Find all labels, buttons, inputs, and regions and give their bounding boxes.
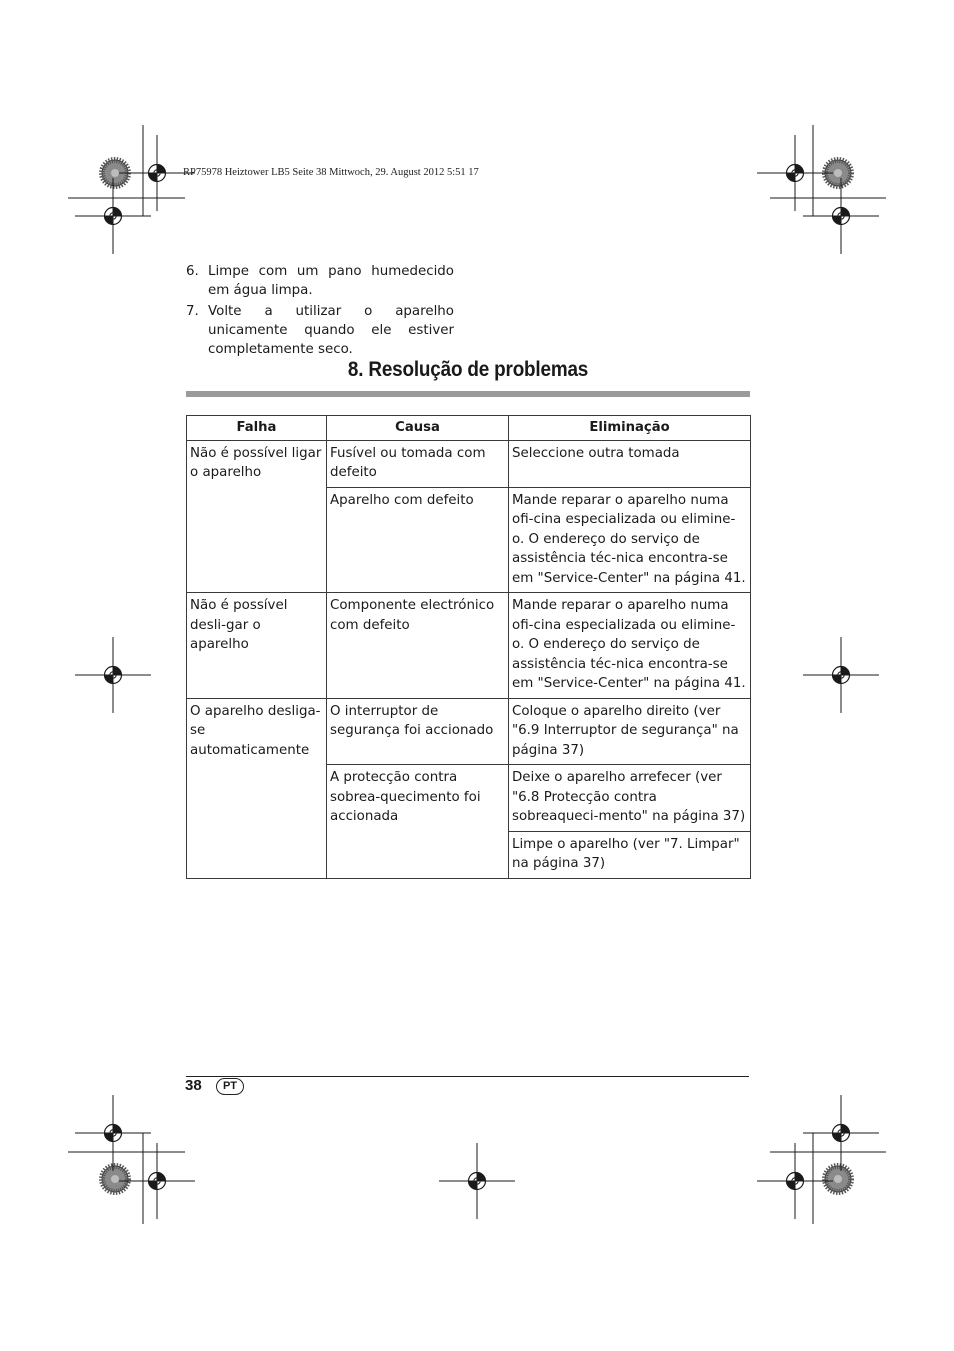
remedy-cell: Limpe o aparelho (ver "7. Limpar" na página 37) xyxy=(509,831,751,878)
step-number: 6. xyxy=(186,264,199,279)
table-row xyxy=(187,440,751,487)
footer-rule xyxy=(186,1076,749,1077)
fault-cell: Não é possível ligar o aparelho xyxy=(187,440,327,593)
cause-cell: O interruptor de segurança foi accionado xyxy=(327,698,509,765)
section-title: 8. Resolução de problemas xyxy=(347,358,589,381)
header-fault: Falha xyxy=(187,416,327,441)
header-remedy: Eliminação xyxy=(509,416,751,441)
troubleshooting-table xyxy=(186,415,751,879)
cause-cell: A protecção contra sobrea-quecimento foi accionada xyxy=(327,765,509,879)
remedy-cell: Mande reparar o aparelho numa ofi-cina especializada ou elimine-o. O endereço do serviço de assistência téc-nica encontra-se em "Service-Center" na página 41. xyxy=(509,487,751,593)
remedy-cell: Seleccione outra tomada xyxy=(509,440,751,487)
fault-cell: Não é possível desli-gar o aparelho xyxy=(187,593,327,699)
table-row xyxy=(187,593,751,699)
remedy-cell: Mande reparar o aparelho numa ofi-cina especializada ou elimine-o. O endereço do serviço de assistência téc-nica encontra-se em "Service-Center" na página 41. xyxy=(509,593,751,699)
print-header: RP75978 Heiztower LB5 Seite 38 Mittwoch, 29. August 2012 5:51 17 xyxy=(183,167,479,178)
page-number: 38 xyxy=(185,1077,202,1094)
remedy-cell: Deixe o aparelho arrefecer (ver "6.8 Protecção contra sobreaqueci-mento" na página 37) xyxy=(509,765,751,832)
step-text: Volte a utilizar o aparelho unicamente quando ele estiver completamente seco. xyxy=(208,304,454,357)
step-item xyxy=(186,302,454,359)
title-rule xyxy=(186,391,750,397)
step-number: 7. xyxy=(186,304,199,319)
step-item xyxy=(186,262,454,300)
table-header-row xyxy=(187,416,751,441)
cleaning-steps xyxy=(186,262,454,361)
table-row xyxy=(187,698,751,765)
step-text: Limpe com um pano humedecido em água limpa. xyxy=(208,264,454,298)
cause-cell: Fusível ou tomada com defeito xyxy=(327,440,509,487)
fault-cell: O aparelho desliga-se automaticamente xyxy=(187,698,327,878)
language-badge: PT xyxy=(216,1078,244,1095)
cause-cell: Aparelho com defeito xyxy=(327,487,509,593)
header-cause: Causa xyxy=(327,416,509,441)
remedy-cell: Coloque o aparelho direito (ver "6.9 Interruptor de segurança" na página 37) xyxy=(509,698,751,765)
cause-cell: Componente electrónico com defeito xyxy=(327,593,509,699)
